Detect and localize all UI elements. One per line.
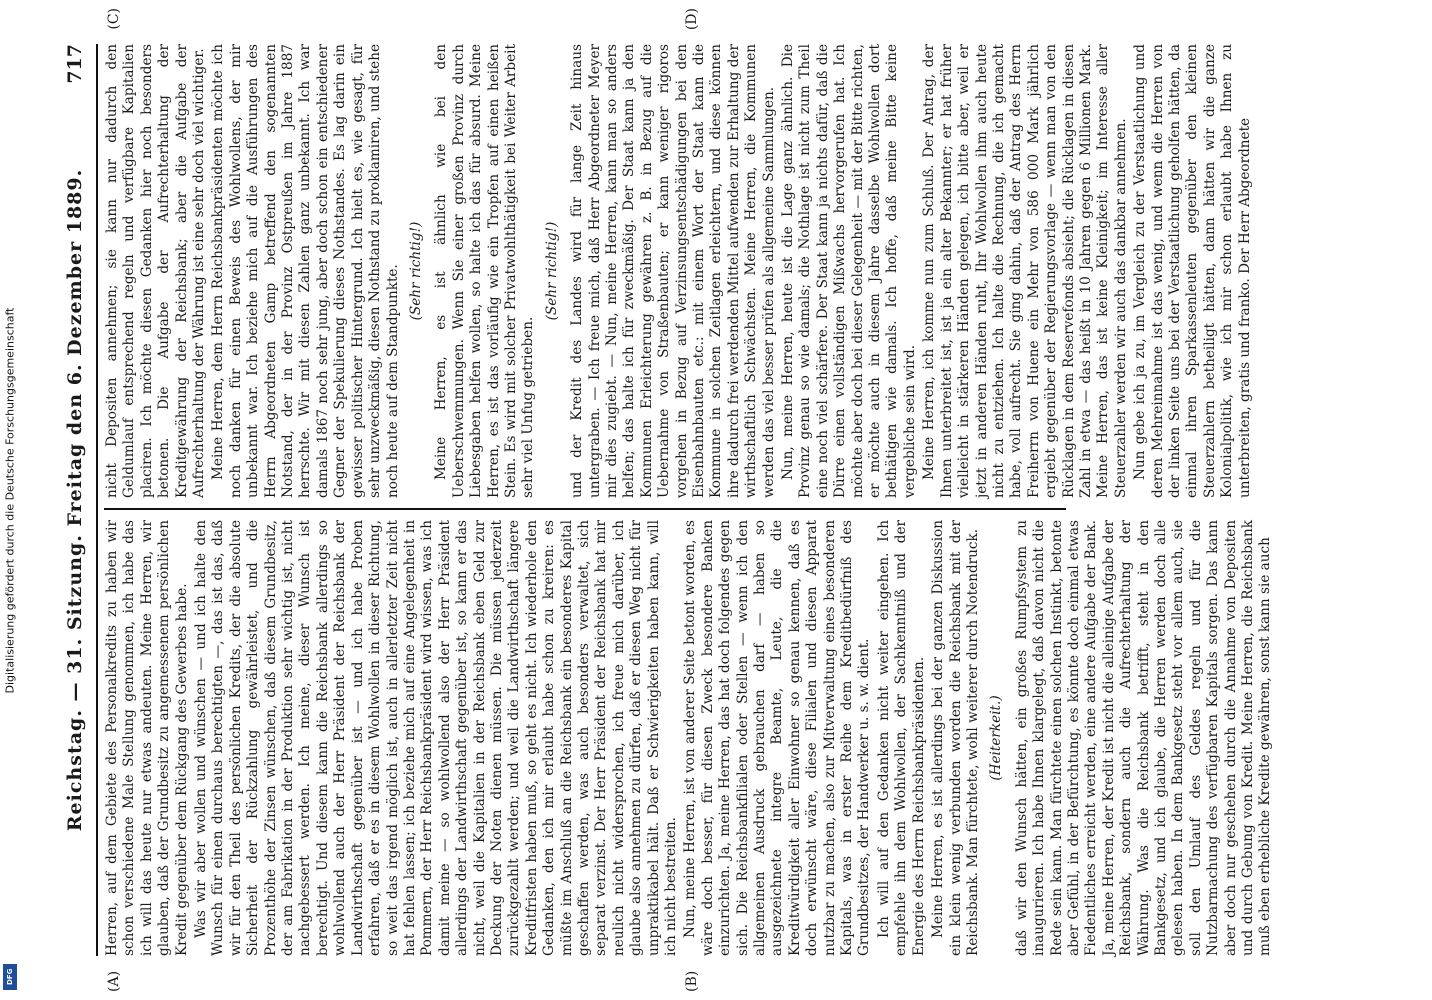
- paragraph: Nun, meine Herren, heute ist die Lage ganz ähnlich. Die Provinz genau so wie damals; die Nothlage ist nicht zum Theil eine noch viel schärfere. Der Staat kann ja nichts dafür, daß die Dürre einen vollständigen Mißwachs hervorgerufen hat. Ich möchte aber doch bei dieser Gelegenheit — mit der Bitte richten, er möchte auch in diesem Jahre dasselbe Wohlwollen dort bethätigen wie damals. Ich hoffe, daß meine Bitte keine vergebliche sein wird.: [780, 44, 918, 498]
- column-divider: [104, 508, 1066, 510]
- remark-agreement: (Sehr richtig!): [407, 221, 424, 321]
- margin-mark-c: (C): [106, 8, 122, 30]
- text-body: [104, 8, 1388, 992]
- paragraph: Meine Herren, ich komme nun zum Schluß. Der Antrag, der Ihnen unterbreitet ist, ist ja ein alter Bekannter; er hat früher vielleicht in stärkeren Händen gelegen, ich bitte aber, weil er jetzt in anderen Händen ruht, Ihr Wohlwollen ihm auch heute nicht zu entziehen. Ich halte die Rechnung, die ich gemacht habe, voll aufrecht. Sie ging dahin, daß der Antrag des Herrn Freiherrn von Huene ein Mehr von 586 000 Mark jährlich ergiebt gegenüber der Regierungsvorlage — wenn man von den Rücklagen in dem Reservefonds absieht; die Rücklagen in diesen Zahl in etwa — das heißt in 10 Jahren gegen 6 Millionen Mark. Meine Herren, das ist keine Kleinigkeit; im Interesse aller Steuerzahler werden wir auch das dankbar annehmen.: [921, 44, 1129, 498]
- remark-agreement: (Sehr richtig!): [543, 221, 560, 321]
- paragraph: und der Kredit des Landes wird für lange Zeit hinaus untergraben. — Ich freue mich, daß Herr Abgeordneter Meyer mir dies zugiebt. — Nun, meine Herren, kann man so anders helfen; das halte ich für zweckmäßig. Der Staat kann ja den Kommunen Erleichterung gewähren z. B. in Bezug auf die Uebernahme von Straßenbauten; er kann weniger rigoros vorgehen in Bezug auf Verzinsungsentschädigungen bei den Eisenbahnbauten etc.: mit einem Wort der Staat kann die Kommune in solchen Zeitlagen erleichtern, und diese können ihre dadurch frei werdenden Mittel aufwenden zur Erhaltung der wirthschaftlich Schwächsten. Meine Herren, die Kommunen werden das viel besser prüfen als allgemeine Sammlungen.: [569, 44, 777, 498]
- dfg-logo: DFG: [3, 964, 17, 990]
- right-column: [104, 44, 1388, 498]
- paragraph: Was wir aber wollen und wünschen — und ich halte den Wunsch für einen durchaus berechtigten —, das ist das, daß wir für den Theil des persönlichen Kredits, der die absolute Sicherheit der Rückzahlung gewährleistet, und die Prozenthöhe der Zinsen wünschen, daß diesem Grundbesitz, der am Fabrikation in der Produktion sehr wichtig ist, nicht nachgebessert werden. Ich meine, dieser Wunsch ist berechtigt. Und diesem kann die Reichsbank allerdings so wohlwollend auch der Herr Präsident der Reichsbank der Landwirthschaft gegenüber ist — und ich habe Proben erfahren, daß er es in diesem Wohlwollen in dieser Richtung, so weit das irgend möglich ist, auch in allerletzter Zeit nicht hat fehlen lassen; ich beziehe mich auf eine Angelegenheit in Pommern, der Herr Reichsbankpräsident wird wissen, was ich damit meine — so wohlwollend also der Herr Präsident allerdings der Landwirthschaft gegenüber ist, so kann er das nicht, weil die Kapitalien in der Reichsbank eben Geld zur Deckung der Noten dienen müssen. Die müssen jederzeit zurückgezahlt werden; und weil die Landwirthschaft längere Kreditfristen haben muß, so geht es nicht. Ich wiederhole den Gedanken, den ich mir erlaubt habe schon zu kreiren: es müßte im Anschluß an die Reichsbank ein besonderes Kapital geschaffen werden, was auch besonders verwaltet, sich separat verzinst. Der Herr Präsident der Reichsbank hat mir neulich nicht widersprochen, ich freue mich darüber, ich glaube also annehmen zu dürfen, daß er diesen Weg nicht für unpraktikabel hält. Daß er Schwierigkeiten haben kann, will ich nicht bestreiten.: [193, 520, 679, 956]
- remark-laughter: (Heiterkeit.): [988, 695, 1005, 781]
- paragraph: Nun, meine Herren, ist von anderer Seite betont worden, es wäre doch besser, für diesen Zweck besondere Banken einzurichten. Ja, meine Herren, das hat doch folgendes gegen sich. Die Reichsbankfilialen oder Stellen — wenn ich den allgemeinen Ausdruck gebrauchen darf — haben so ausgezeichnete integre Beamte, Leute, die die Kreditwürdigkeit aller Einwohner so genau kennen, daß es doch erwünscht wäre, diese Filialen und diesen Apparat nutzbar zu machen, also zur Mitverwaltung eines besonderen Kapitals, was in erster Reihe dem Kreditbedürfniß des Grundbesitzes, der Handwerker u. s. w. dient.: [682, 520, 873, 956]
- digitization-credit: [0, 0, 20, 1000]
- paragraph: Ich will auf den Gedanken nicht weiter eingehen. Ich empfehle ihn dem Wohlwollen, der Sachkenntniß und der Energie des Herrn Reichsbankpräsidenten.: [875, 520, 927, 956]
- paragraph: Meine Herren, es ist allerdings bei der ganzen Diskussion ein klein wenig verbunden worden die Reichsbank mit der Reichsbank. Man fürchtete, wohl weiterer durch Notendruck.: [930, 520, 981, 956]
- header-title: Reichstag. — 31. Sitzung. Freitag den 6. Dezember 1889.: [64, 168, 86, 832]
- left-column: [104, 520, 1388, 956]
- paragraph: Nun gebe ich ja zu, im Vergleich zu der Verstaatlichung und deren Mehreinnahme ist das wenig, und wenn die Herren von der linken Seite uns bei der Verstaatlichung geholfen hätten, da einmal ihren Sparkassenleuten gegenüber den kleinen Steuerzahlern betheiligt hätten, dann hätten wir die ganze Kolonialpolitik, wie ich mir schon erlaubt habe Ihnen zu unterbreiten, gratis und franko. Der Herr Abgeordnete: [1132, 44, 1253, 498]
- paragraph: Meine Herren, dem Herrn Reichsbankpräsidenten möchte ich noch danken für einen Beweis des Wohlwollens, der mir unbekannt war. Ich beziehe mich auf die Ausführungen des Herrn Abgeordneten Gamp betreffend den sogenannten Notstand, der in der Provinz Ostpreußen im Jahre 1887 herrschte. Wir mit diesen Zahlen ganz unbekannt. Ich war damals 1867 noch sehr jung, aber doch schon ein entschiedener Gegner der Spekulierung dieses Nothstandes. Es lag darin ein gewisser politischer Hintergrund. Ich hielt es, wie gesagt, für sehr unzweckmäßig, diesen Nothstand zu proklamiren, und stehe noch heute auf dem Standpunkte.: [210, 44, 401, 498]
- margin-mark-a: (A): [106, 970, 122, 992]
- digitization-credit-text: Digitalisierung gefördert durch die Deutsche Forschungsgemeinschaft: [3, 307, 17, 693]
- paragraph: Meine Herren, es ist ähnlich wie bei den Ueberschwemmungen. Wenn Sie einer großen Provinz durch Liebesgaben helfen wollen, so halte ich das für absurd. Meine Herren, es ist das vorläufig wie ein Tropfen auf einen heißen Stein. Es wird mit solcher Privatwohlthätigkeit bei Weiter Arbeit sehr viel Unfug getrieben.: [433, 44, 537, 498]
- page-header: [58, 44, 98, 956]
- page-number: 717: [64, 44, 86, 84]
- paragraph: Herren, auf dem Gebiete des Personalkredits zu haben wir schon verschiedene Male Stellung genommen, ich habe das ich will das heute nur etwas andeuten. Meine Herren, wir glauben, daß der Grundbesitz zu angemessenem persönlichen Kredit gegenüber dem Rückgang des Gewerbes habe.: [104, 520, 190, 956]
- paragraph: daß wir den Wunsch hätten, ein großes Rumpfsystem zu inaugurieren. Ich habe Ihnen klargelegt, daß davon nicht die Rede sein kann. Man fürchtete einen solchen Instinkt, betonte aber Gefühl, in der Befürchtung, es könnte doch einmal etwas Fiedentliches erreicht werden, eine andere Aufgabe der Bank. Ja, meine Herren, der Kredit ist nicht die alleinige Aufgabe der Reichsbank, sondern auch die Aufrechterhaltung der Währung. Was die Reichsbank betrifft, steht in den Bankgesetz, und ich glaube, die Herren werden doch alle gelesen haben. In dem Bankgesetz steht vor allem auch, sie soll den Umlauf des Geldes regeln und für die Nutzbarmachung des verfügbaren Kapitals sorgen. Das kann aber doch nur geschehen durch die Annahme von Depositen und durch Gebung von Kredit. Meine Herren, die Reichsbank muß eben erhebliche Kredite gewähren, sonst kann sie auch: [1013, 520, 1274, 956]
- margin-mark-d: (D): [684, 8, 700, 31]
- page-content: [58, 8, 1388, 992]
- paragraph: nicht Depositen annehmen; sie kann nur dadurch den Geldumlauf entsprechend regeln und verfügbare Kapitalien placiren. Ich möchte diesen Gedanken hier noch besonders betonen. Die Aufgabe der Aufrechterhaltung der Kreditgewährung der Reichsbank; aber die Aufgabe der Aufrechterhaltung der Währung ist eine sehr doch viel wichtiger.: [104, 44, 208, 498]
- margin-mark-b: (B): [684, 970, 700, 992]
